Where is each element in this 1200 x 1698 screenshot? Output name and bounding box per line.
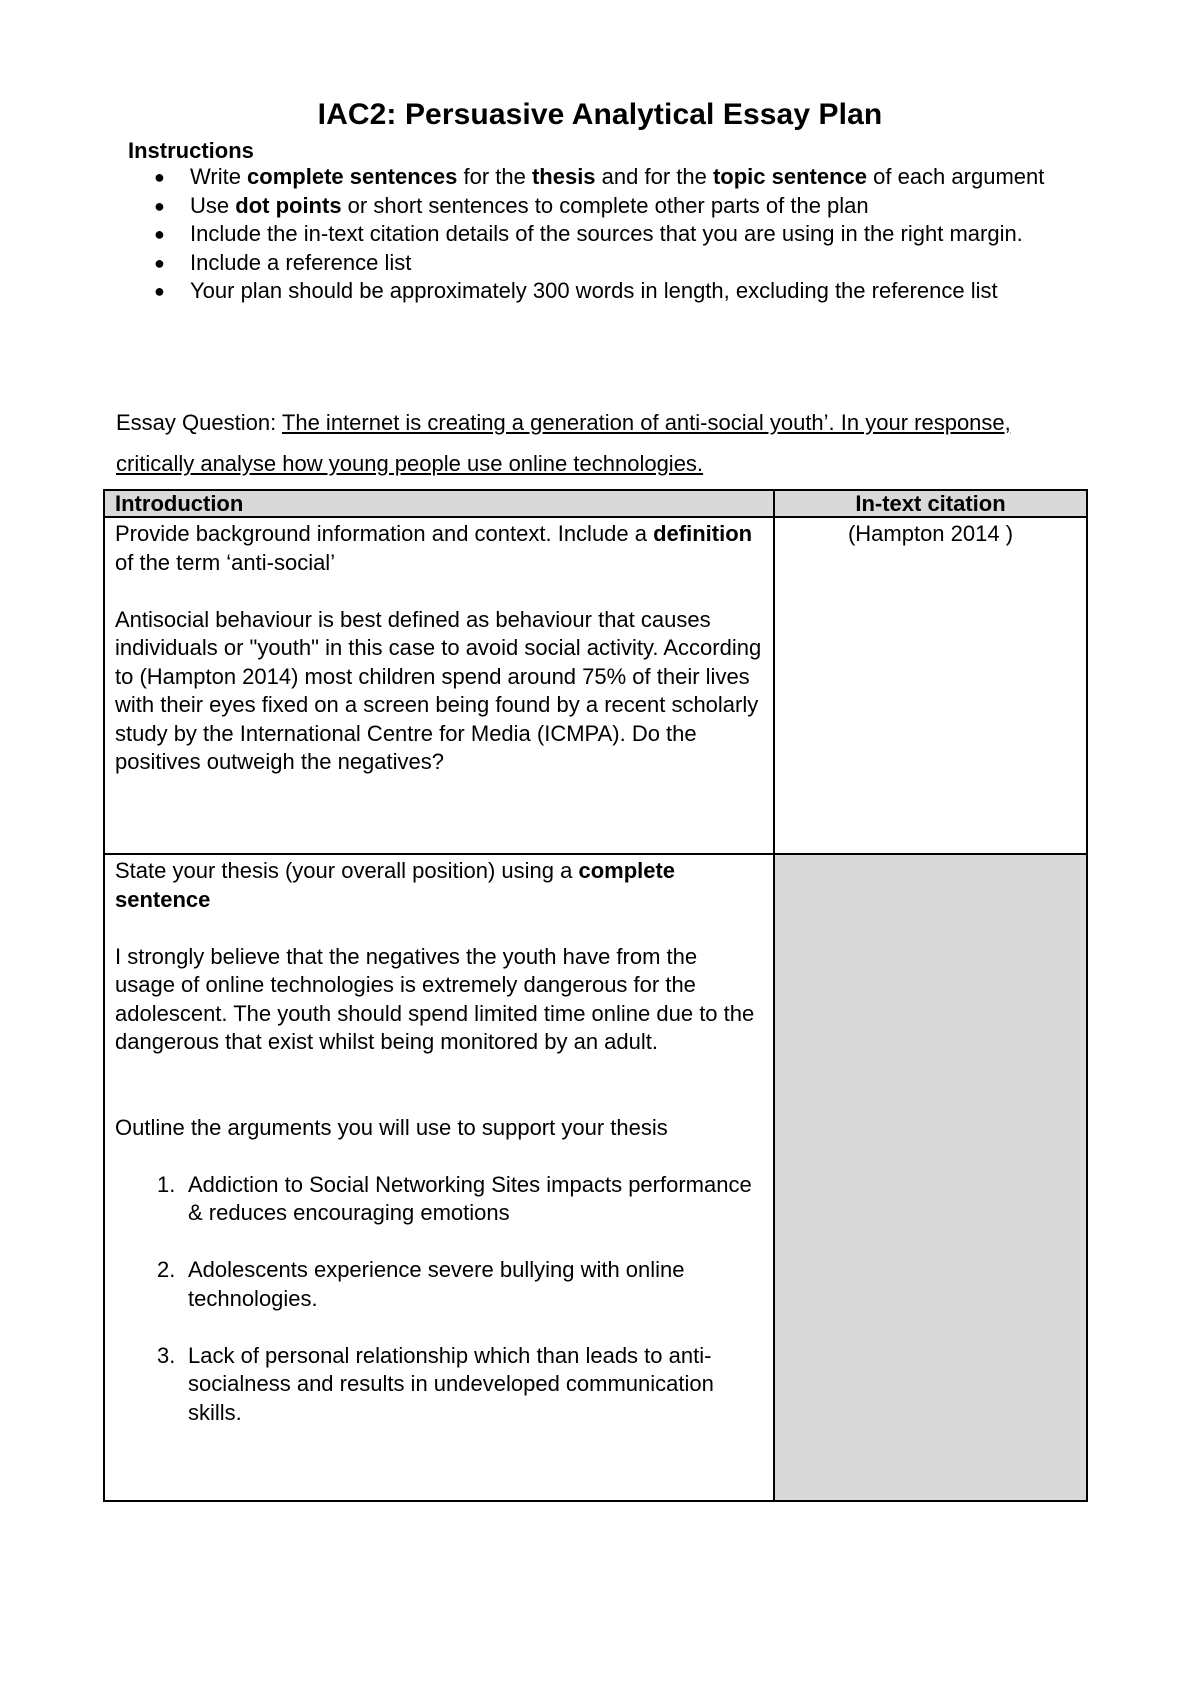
argument-number: 3. (157, 1342, 176, 1368)
thesis-prompt (115, 857, 763, 914)
bullet-icon: ● (154, 195, 165, 216)
instructions-list (128, 163, 1108, 306)
argument-text: Adolescents experience severe bullying with online technologies. (188, 1257, 685, 1311)
intro-prompt-bold: definition (653, 521, 753, 546)
table-header-row (104, 490, 1087, 517)
thesis-row (104, 854, 1087, 1501)
bullet-icon: ● (154, 281, 165, 301)
instruction-item (128, 192, 1108, 221)
instructions-heading: Instructions (128, 138, 254, 163)
bullet-icon: ● (154, 167, 165, 187)
arguments-list (115, 1171, 763, 1428)
instruction-segment: Include the in-text citation details of the sources that you are using in the right margin. (190, 221, 1023, 246)
instruction-text-3 (190, 250, 411, 275)
instruction-segment: topic sentence (712, 164, 868, 189)
intro-prompt-text: Provide background information and context. Include a (115, 521, 654, 546)
intro-prompt (115, 520, 763, 577)
thesis-prompt-bold: complete sentence (115, 858, 676, 912)
instruction-segment: thesis (531, 164, 596, 189)
citation-header: In-text citation (774, 490, 1087, 517)
essay-plan-table (103, 489, 1088, 1502)
essay-question-label: Essay Question: (116, 410, 282, 435)
list-item (115, 1171, 763, 1228)
thesis-citation-cell (774, 854, 1087, 1501)
essay-question-text: The internet is creating a generation of anti-social youth’. In your response, critically analyse how young people use online technologies. (116, 410, 1011, 476)
instruction-item (128, 277, 1108, 306)
intro-response: Antisocial behaviour is best defined as behaviour that causes individuals or "youth" in this case to avoid social activity. According to (Hampton 2014) most children spend around 75% of their lives with their eyes fixed on a screen being found by a recent scholarly study by the International Centre for Media (ICMPA). Do the positives outweigh the negatives? (115, 606, 762, 774)
argument-number: 1. (157, 1171, 176, 1197)
instruction-item (128, 163, 1108, 192)
section-header: Introduction (104, 490, 774, 517)
instruction-text-1 (190, 193, 869, 218)
thesis-response: I strongly believe that the negatives the youth have from the usage of online technologies is extremely dangerous for the adolescent. The youth should spend limited time online due to the dangerous that exist whilst being monitored by an adult. (115, 943, 755, 1054)
instruction-text-0 (190, 164, 1044, 189)
list-item (115, 1256, 763, 1313)
intro-cell (104, 517, 774, 854)
intro-citation-cell (774, 517, 1087, 854)
instruction-segment: complete sentences (247, 164, 458, 189)
instruction-segment: Your plan should be approximately 300 words in length, excluding the reference list (190, 278, 998, 303)
instruction-segment: Use (190, 192, 236, 218)
intro-row (104, 517, 1087, 854)
bullet-icon: ● (154, 224, 165, 244)
arguments-prompt: Outline the arguments you will use to support your thesis (115, 1114, 668, 1140)
intro-prompt-tail: of the term ‘anti-social’ (115, 549, 336, 575)
instruction-text-4 (190, 278, 998, 303)
essay-question (116, 402, 1026, 484)
thesis-cell (104, 854, 774, 1501)
instruction-segment: for the (457, 164, 532, 189)
argument-text: Addiction to Social Networking Sites impacts performance & reduces encouraging emotions (188, 1171, 752, 1225)
instruction-segment: and for the (595, 164, 713, 189)
argument-text: Lack of personal relationship which than leads to anti-socialness and results in undeveloped communication skills. (188, 1342, 714, 1425)
argument-number: 2. (157, 1257, 176, 1282)
instruction-segment: of each argument (867, 164, 1045, 189)
instruction-segment: Write (190, 164, 248, 189)
instruction-item (128, 220, 1108, 249)
instruction-segment: or short sentences to complete other parts of the plan (341, 192, 869, 218)
page-title: IAC2: Persuasive Analytical Essay Plan (317, 98, 883, 131)
intro-citation: (Hampton 2014 ) (847, 521, 1014, 546)
instruction-segment: Include a reference list (190, 249, 412, 275)
instruction-text-2 (190, 221, 1023, 246)
thesis-prompt-text: State your thesis (your overall position) using a (115, 858, 579, 883)
list-item (115, 1342, 763, 1428)
instruction-item (128, 249, 1108, 278)
instruction-segment: dot points (235, 192, 342, 218)
bullet-icon: ● (154, 252, 165, 273)
